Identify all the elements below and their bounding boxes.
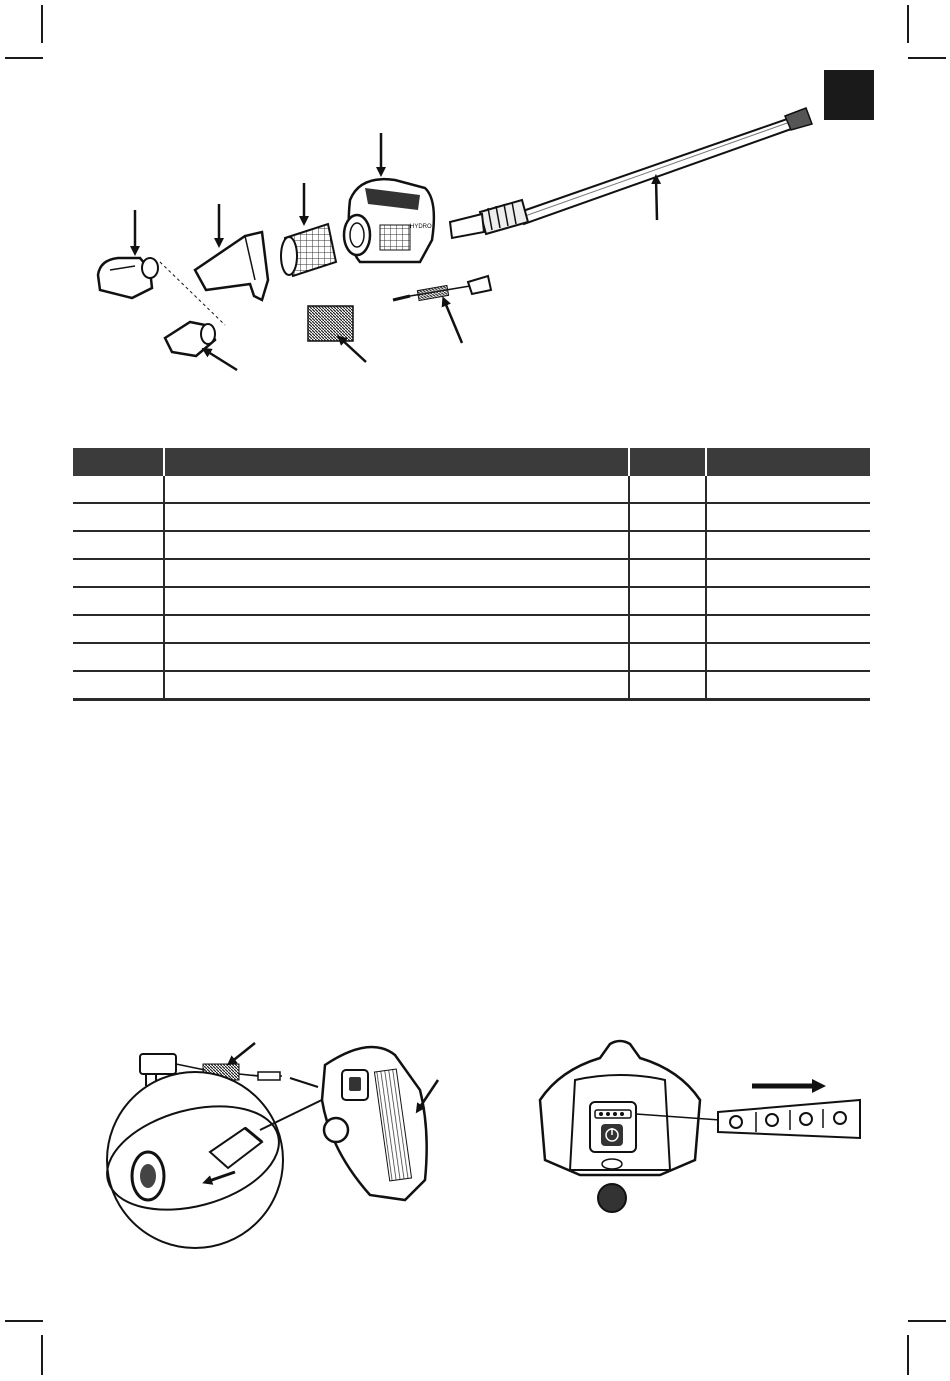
filter-sheet — [308, 306, 353, 341]
extension-pole — [450, 108, 812, 238]
table-cell — [73, 671, 164, 700]
battery-indicator-illustration-icon — [520, 1040, 880, 1220]
table-header-cell — [706, 448, 870, 476]
filter-cylinder — [281, 224, 336, 276]
table-row — [73, 643, 870, 671]
table-cell — [164, 503, 629, 531]
table-cell — [706, 643, 870, 671]
table-row — [73, 615, 870, 643]
table-cell — [706, 671, 870, 700]
table-cell — [706, 559, 870, 587]
table-cell — [73, 476, 164, 503]
table-row — [73, 671, 870, 700]
table-cell — [629, 476, 706, 503]
table-cell — [73, 643, 164, 671]
table-cell — [706, 503, 870, 531]
table-cell — [73, 559, 164, 587]
table-cell — [164, 671, 629, 700]
table-cell — [706, 615, 870, 643]
motor-unit — [344, 179, 434, 262]
vacuum-parts-diagram-icon — [0, 0, 950, 400]
table-header-cell — [629, 448, 706, 476]
table-row — [73, 559, 870, 587]
table-cell — [164, 587, 629, 615]
table-cell — [164, 476, 629, 503]
crop-mark-bottom-left-h — [5, 1320, 43, 1322]
table-cell — [164, 559, 629, 587]
table-cell — [629, 643, 706, 671]
table-cell — [706, 587, 870, 615]
crevice-nozzle — [195, 232, 268, 300]
table-row — [73, 531, 870, 559]
table-header-row — [73, 448, 870, 476]
table-cell — [73, 615, 164, 643]
table-cell — [164, 643, 629, 671]
table-cell — [164, 615, 629, 643]
charger-cable — [393, 276, 491, 301]
table-header-cell — [73, 448, 164, 476]
table-cell — [164, 531, 629, 559]
table-cell — [629, 587, 706, 615]
table-cell — [73, 531, 164, 559]
svg-text:HYDRO: HYDRO — [410, 224, 432, 230]
table-cell — [629, 615, 706, 643]
crop-mark-bottom-right-h — [908, 1320, 946, 1322]
table-cell — [706, 531, 870, 559]
table-cell — [73, 503, 164, 531]
table-header-cell — [164, 448, 629, 476]
parts-table — [73, 448, 870, 701]
table-cell — [629, 503, 706, 531]
floor-head — [98, 258, 158, 298]
table-row — [73, 503, 870, 531]
table-row — [73, 587, 870, 615]
table-cell — [73, 587, 164, 615]
table-cell — [629, 531, 706, 559]
table-row — [73, 476, 870, 503]
charging-illustration-icon — [0, 1030, 480, 1230]
table-cell — [706, 476, 870, 503]
table-cell — [629, 559, 706, 587]
crop-mark-bottom-left-v — [41, 1335, 43, 1375]
crop-mark-bottom-right-v — [907, 1335, 909, 1375]
table-cell — [629, 671, 706, 700]
